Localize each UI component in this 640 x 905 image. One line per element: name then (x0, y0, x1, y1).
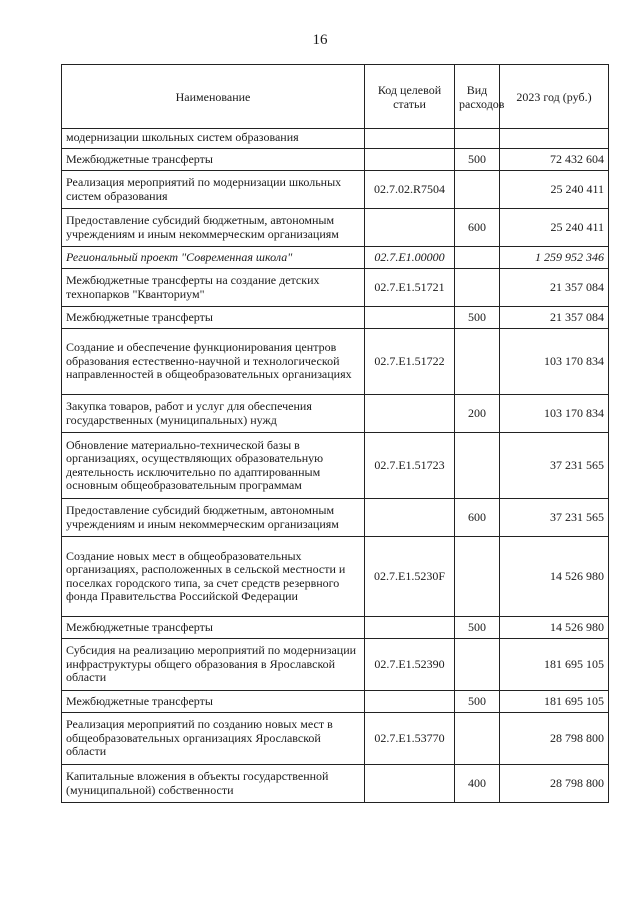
row-amount: 28 798 800 (500, 713, 609, 765)
row-code: 02.7.E1.52390 (365, 639, 455, 691)
row-name: Реализация мероприятий по созданию новых мест в общеобразовательных организациях Ярославской области (62, 713, 365, 765)
row-expense-type (455, 537, 500, 617)
row-amount: 103 170 834 (500, 329, 609, 395)
row-code (365, 307, 455, 329)
row-amount: 181 695 105 (500, 639, 609, 691)
row-expense-type (455, 433, 500, 499)
row-name: Создание новых мест в общеобразовательных организациях, расположенных в сельской местности и поселках городского типа, за счет средств резервного фонда Правительства Российской Федерации (62, 537, 365, 617)
header-name: Наименование (62, 65, 365, 129)
row-name: Создание и обеспечение функционирования центров образования естественно-научной и технологической направленностей в общеобразовательных организациях (62, 329, 365, 395)
row-name: Капитальные вложения в объекты государственной (муниципальной) собственности (62, 765, 365, 803)
row-expense-type: 600 (455, 499, 500, 537)
header-expense-type: Вид расходов (455, 65, 500, 129)
table-row (62, 395, 609, 433)
row-code (365, 691, 455, 713)
table-row (62, 499, 609, 537)
row-expense-type (455, 247, 500, 269)
table-row (62, 149, 609, 171)
table-row (62, 171, 609, 209)
row-code: 02.7.E1.51721 (365, 269, 455, 307)
row-name: Межбюджетные трансферты на создание детских технопарков "Кванториум" (62, 269, 365, 307)
table-row (62, 691, 609, 713)
row-code (365, 499, 455, 537)
row-code (365, 209, 455, 247)
row-code: 02.7.E1.00000 (365, 247, 455, 269)
table-row (62, 209, 609, 247)
row-expense-type: 500 (455, 149, 500, 171)
table-header-row (62, 65, 609, 129)
row-amount: 28 798 800 (500, 765, 609, 803)
row-expense-type: 500 (455, 617, 500, 639)
row-name: Предоставление субсидий бюджетным, автономным учреждениям и иным некоммерческим организациям (62, 499, 365, 537)
row-code (365, 395, 455, 433)
row-code: 02.7.E1.51722 (365, 329, 455, 395)
table-row (62, 129, 609, 149)
row-expense-type (455, 171, 500, 209)
row-code: 02.7.E1.53770 (365, 713, 455, 765)
row-name: Межбюджетные трансферты (62, 691, 365, 713)
row-amount: 72 432 604 (500, 149, 609, 171)
table-row (62, 765, 609, 803)
row-amount: 25 240 411 (500, 171, 609, 209)
row-code: 02.7.E1.5230F (365, 537, 455, 617)
table-row (62, 269, 609, 307)
table-row (62, 617, 609, 639)
row-code (365, 765, 455, 803)
page-number: 16 (312, 32, 328, 48)
row-amount: 37 231 565 (500, 499, 609, 537)
row-amount: 1 259 952 346 (500, 247, 609, 269)
row-expense-type: 600 (455, 209, 500, 247)
row-expense-type (455, 269, 500, 307)
row-name: Межбюджетные трансферты (62, 149, 365, 171)
row-amount: 14 526 980 (500, 617, 609, 639)
row-name: Субсидия на реализацию мероприятий по модернизации инфраструктуры общего образования в Ярославской области (62, 639, 365, 691)
row-name: Региональный проект "Современная школа" (62, 247, 365, 269)
row-code: 02.7.02.R7504 (365, 171, 455, 209)
table-row (62, 639, 609, 691)
row-amount: 181 695 105 (500, 691, 609, 713)
budget-table (61, 64, 609, 803)
table-row (62, 713, 609, 765)
row-name: Межбюджетные трансферты (62, 307, 365, 329)
row-expense-type (455, 713, 500, 765)
row-code (365, 149, 455, 171)
header-code: Код целевой статьи (365, 65, 455, 129)
row-name: Предоставление субсидий бюджетным, автономным учреждениям и иным некоммерческим организациям (62, 209, 365, 247)
row-code (365, 617, 455, 639)
row-amount: 21 357 084 (500, 307, 609, 329)
row-name: модернизации школьных систем образования (62, 129, 365, 149)
row-code (365, 129, 455, 149)
table-row (62, 329, 609, 395)
table-row (62, 307, 609, 329)
row-expense-type: 500 (455, 307, 500, 329)
row-amount (500, 129, 609, 149)
row-expense-type: 200 (455, 395, 500, 433)
row-name: Межбюджетные трансферты (62, 617, 365, 639)
row-amount: 14 526 980 (500, 537, 609, 617)
row-amount: 103 170 834 (500, 395, 609, 433)
row-expense-type: 400 (455, 765, 500, 803)
row-expense-type (455, 329, 500, 395)
row-expense-type: 500 (455, 691, 500, 713)
table-row-project (62, 247, 609, 269)
row-amount: 21 357 084 (500, 269, 609, 307)
row-name: Закупка товаров, работ и услуг для обеспечения государственных (муниципальных) нужд (62, 395, 365, 433)
table-row (62, 537, 609, 617)
row-amount: 25 240 411 (500, 209, 609, 247)
row-expense-type (455, 129, 500, 149)
row-name: Обновление материально-технической базы в организациях, осуществляющих образовательную деятельность исключительно по адаптированным основным общеобразовательным программам (62, 433, 365, 499)
row-amount: 37 231 565 (500, 433, 609, 499)
table-row (62, 433, 609, 499)
row-expense-type (455, 639, 500, 691)
header-amount: 2023 год (руб.) (500, 65, 609, 129)
row-code: 02.7.E1.51723 (365, 433, 455, 499)
row-name: Реализация мероприятий по модернизации школьных систем образования (62, 171, 365, 209)
